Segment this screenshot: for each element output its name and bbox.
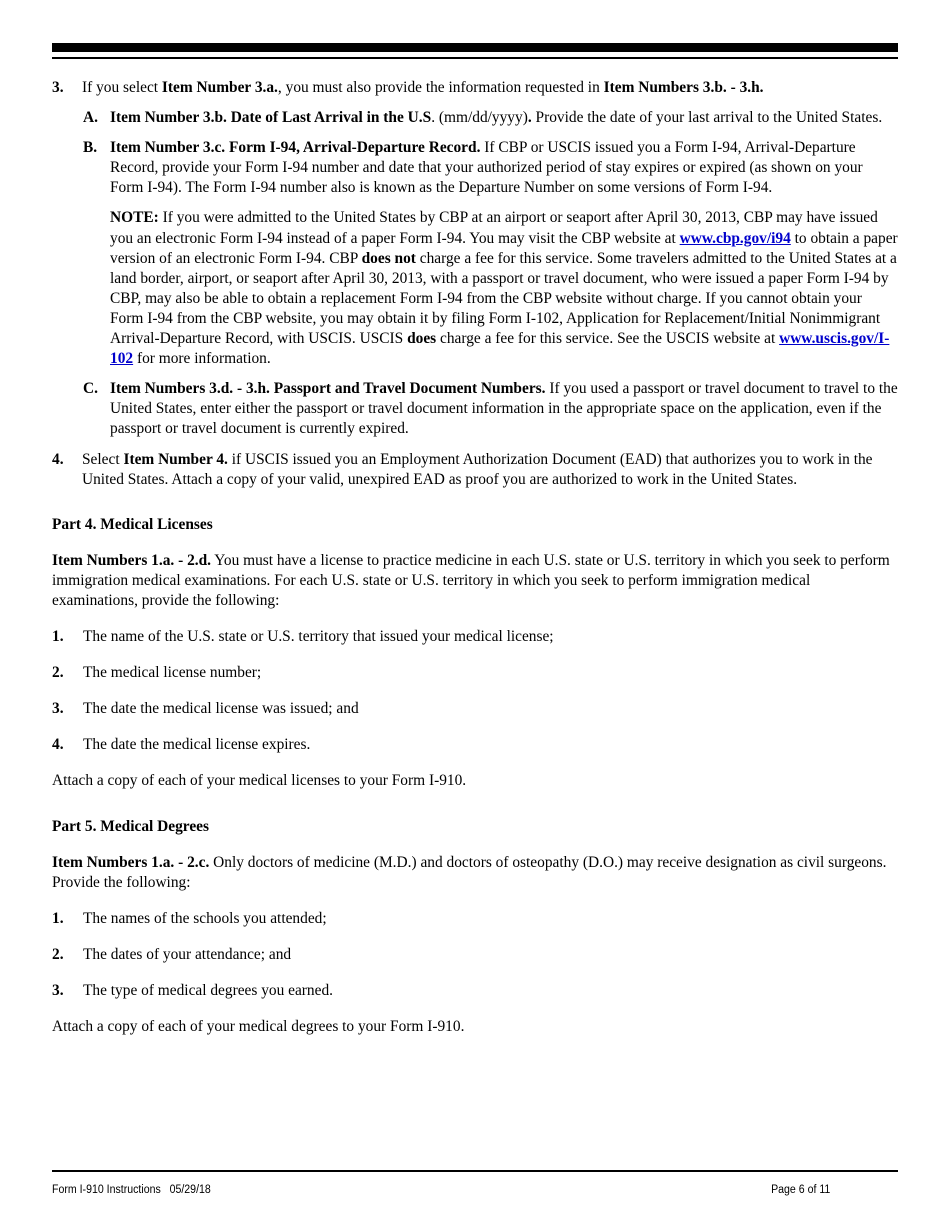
text-fragment: If CBP or USCIS issued you a Form I-94, Arrival-Departure Record, provide your Form I-94 number and date that your authorized period of stay expires or expired (as shown on your Form I-94). The Form I-94 number also is known as the Departure Number on some versions of Form I-94.	[110, 139, 863, 197]
spacer	[52, 683, 898, 699]
list-marker: 2.	[52, 664, 64, 682]
list-marker: 4.	[52, 736, 64, 754]
page-footer	[52, 1183, 830, 1197]
part-5-intro	[52, 853, 898, 893]
list-item	[52, 627, 898, 647]
list-item	[52, 735, 898, 755]
footer-form-id: Form I-910 Instructions 05/29/18	[52, 1184, 211, 1196]
spacer	[52, 535, 898, 551]
bold-fragment: Item Number 4.	[123, 450, 228, 468]
cbp-i94-link[interactable]: www.cbp.gov/i94	[679, 229, 791, 247]
text-fragment: Provide the date of your last arrival to the United States.	[531, 109, 883, 127]
text-fragment: Select	[82, 450, 124, 468]
list-marker: 1.	[52, 628, 64, 646]
list-marker: 3.	[52, 79, 64, 96]
spacer	[52, 369, 898, 379]
list-item-3c	[83, 379, 898, 439]
list-marker: 3.	[52, 982, 64, 999]
footer-rule	[52, 1170, 898, 1172]
list-item-text: The names of the schools you attended;	[83, 909, 327, 927]
text-fragment: charge a fee for this service. Some travelers admitted to the United States at a land border, airport, or seaport after April 30, 2013, with a passport or travel document, who were issued a paper Form I-94 by CBP, may also be able to obtain a replacement Form I-94 from the CBP website without charge. If you cannot obtain your Form I-94 from the CBP website, you may obtain it by filing Form I-102, Application for Replacement/Initial Nonimmigrant Arrival-Departure Record, with USCIS. USCIS	[110, 249, 897, 348]
part-4-closing: Attach a copy of each of your medical licenses to your Form I-910.	[52, 772, 467, 790]
bold-fragment: does not	[361, 249, 416, 267]
bold-fragment: Item Number 3.c. Form I-94, Arrival-Departure Record.	[110, 139, 481, 157]
list-item-text: The date the medical license expires.	[83, 736, 311, 754]
list-marker: C.	[83, 380, 98, 398]
spacer	[52, 893, 898, 909]
bold-fragment: Item Numbers 1.a. - 2.c.	[52, 853, 210, 871]
spacer	[52, 719, 898, 735]
list-marker: B.	[83, 139, 98, 157]
header-thin-rule	[52, 57, 898, 59]
text-fragment: If you select	[82, 79, 162, 96]
spacer	[52, 929, 898, 945]
spacer	[52, 611, 898, 627]
list-item	[52, 981, 898, 1001]
text-fragment: If you were admitted to the United States by CBP at an airport or seaport after April 30, 2013, CBP may have issued you an electronic Form I-94 instead of a paper Form I-94. You may visit the CBP website at	[110, 209, 878, 247]
part-4-intro	[52, 551, 898, 611]
list-marker: A.	[83, 109, 98, 127]
bold-fragment: Item Number 3.b. Date of Last Arrival in the U.S	[110, 109, 432, 127]
footer-page-number: Page 6 of 11	[771, 1184, 831, 1196]
list-marker: 2.	[52, 945, 64, 963]
bold-fragment: .	[527, 109, 532, 127]
list-item	[52, 699, 898, 719]
text-fragment: Only doctors of medicine (M.D.) and doctors of osteopathy (D.O.) may receive designation as civil surgeons. Provide the following:	[52, 853, 887, 891]
list-item-text	[110, 138, 898, 198]
list-item-3	[52, 78, 898, 98]
list-item-3a	[83, 108, 898, 128]
bold-fragment: Item Numbers 3.b. - 3.h.	[603, 79, 764, 96]
spacer	[52, 965, 898, 981]
list-item-text	[110, 108, 898, 128]
bold-fragment: Item Numbers 3.d. - 3.h. Passport and Travel Document Numbers.	[110, 380, 546, 398]
bold-fragment: does	[407, 330, 437, 348]
list-item-4	[52, 450, 898, 490]
part-4-heading: Part 4. Medical Licenses	[52, 515, 213, 533]
spacer	[52, 755, 898, 771]
spacer	[52, 440, 898, 450]
text-fragment: , you must also provide the information requested in	[277, 79, 604, 96]
note-text	[110, 208, 898, 369]
text-fragment: You must have a license to practice medicine in each U.S. state or U.S. territory in which you seek to perform immigration medical examinations. For each U.S. state or U.S. territory in which you seek to perform immigration medical examinations, provide the following:	[52, 551, 890, 609]
spacer	[52, 98, 898, 108]
spacer	[52, 792, 898, 817]
text-fragment: . (mm/dd/yyyy)	[431, 109, 528, 127]
note-label: NOTE:	[110, 209, 159, 227]
list-item	[52, 909, 898, 929]
part-5-heading: Part 5. Medical Degrees	[52, 817, 209, 835]
bold-fragment: Item Numbers 1.a. - 2.d.	[52, 551, 212, 569]
text-fragment: if USCIS issued you an Employment Authorization Document (EAD) that authorizes you to work in the United States. Attach a copy of your valid, unexpired EAD as proof you are authorized to work in the United States.	[82, 450, 873, 488]
spacer	[52, 1001, 898, 1017]
list-marker: 4.	[52, 450, 64, 468]
list-item-text: The dates of your attendance; and	[83, 945, 292, 963]
list-item-text: The type of medical degrees you earned.	[83, 982, 333, 999]
spacer	[52, 837, 898, 853]
uscis-i102-link[interactable]: www.uscis.gov/I-102	[110, 330, 890, 368]
list-item-text	[110, 379, 898, 439]
list-item-text: The date the medical license was issued; and	[83, 700, 359, 718]
list-item	[52, 945, 898, 965]
header-thick-rule	[52, 43, 898, 52]
spacer	[52, 128, 898, 138]
text-fragment: If you used a passport or travel document to travel to the United States, enter either the passport or travel document information in the appropriate space on the application, even if the passport or travel document is currently expired.	[110, 380, 898, 438]
text-fragment: for more information.	[133, 350, 271, 368]
text-fragment: charge a fee for this service. See the USCIS website at	[436, 330, 780, 348]
text-fragment: to obtain a paper version of an electronic Form I-94. CBP	[110, 229, 898, 267]
spacer	[52, 490, 898, 515]
list-marker: 3.	[52, 700, 64, 718]
list-item	[52, 663, 898, 683]
list-item-text: The name of the U.S. state or U.S. territory that issued your medical license;	[83, 628, 554, 646]
list-marker: 1.	[52, 909, 64, 927]
note-block	[83, 208, 898, 369]
page-content	[52, 78, 898, 1037]
list-item-text	[82, 450, 898, 490]
spacer	[52, 198, 898, 208]
part-5-closing: Attach a copy of each of your medical degrees to your Form I-910.	[52, 1018, 465, 1036]
list-item-text: The medical license number;	[83, 664, 262, 682]
bold-fragment: Item Number 3.a.	[161, 79, 278, 96]
spacer	[52, 647, 898, 663]
list-item-text	[82, 78, 898, 98]
list-item-3b	[83, 138, 898, 198]
